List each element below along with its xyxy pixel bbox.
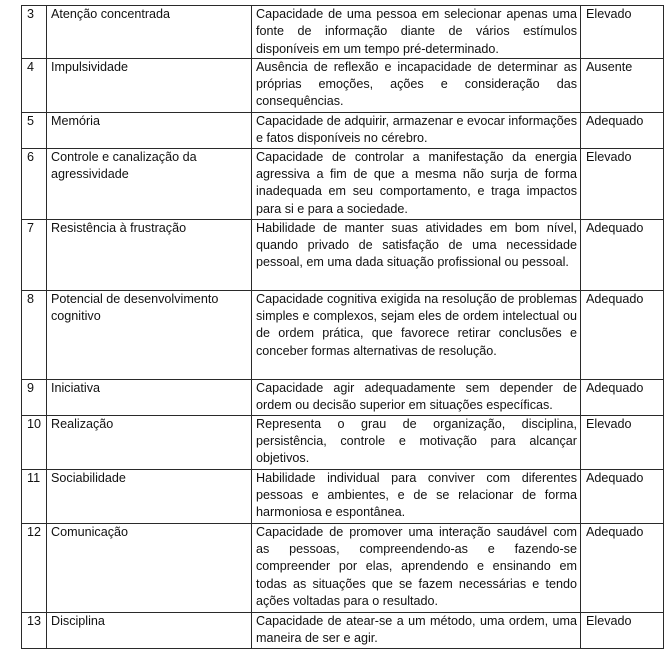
table-row <box>22 148 664 219</box>
competency-name: Disciplina <box>47 612 252 648</box>
competency-level: Ausente <box>581 58 664 112</box>
row-number: 5 <box>22 112 47 148</box>
row-number: 7 <box>22 219 47 290</box>
row-number: 9 <box>22 379 47 415</box>
competency-description: Capacidade de controlar a manifestação da energia agressiva a fim de que a mesma não surja de forma inadequada em seu comportamento, e traga impactos para si e para a sociedade. <box>252 148 581 219</box>
row-number: 12 <box>22 523 47 612</box>
table-row <box>22 58 664 112</box>
competency-level: Elevado <box>581 6 664 59</box>
row-number: 13 <box>22 612 47 648</box>
competency-name: Memória <box>47 112 252 148</box>
competency-level: Adequado <box>581 523 664 612</box>
table-row <box>22 612 664 648</box>
competency-level: Adequado <box>581 290 664 379</box>
competency-name: Realização <box>47 415 252 469</box>
competency-name: Controle e canalização da agressividade <box>47 148 252 219</box>
competency-description: Habilidade de manter suas atividades em bom nível, quando privado de satisfação de uma necessidade pessoal, em uma dada situação profissional ou pessoal. <box>252 219 581 290</box>
competency-table <box>21 5 664 649</box>
table-row <box>22 379 664 415</box>
competency-name: Resistência à frustração <box>47 219 252 290</box>
row-number: 10 <box>22 415 47 469</box>
competency-level: Elevado <box>581 415 664 469</box>
competency-description: Habilidade individual para conviver com diferentes pessoas e ambientes, e de se relacionar de forma harmoniosa e espontânea. <box>252 469 581 523</box>
competency-level: Adequado <box>581 219 664 290</box>
table-row <box>22 469 664 523</box>
competency-name: Comunicação <box>47 523 252 612</box>
row-number: 11 <box>22 469 47 523</box>
competency-level: Adequado <box>581 469 664 523</box>
row-number: 3 <box>22 6 47 59</box>
competency-description: Capacidade de adquirir, armazenar e evocar informações e fatos disponíveis no cérebro. <box>252 112 581 148</box>
row-number: 6 <box>22 148 47 219</box>
competency-description: Ausência de reflexão e incapacidade de determinar as próprias emoções, ações e consideração das consequências. <box>252 58 581 112</box>
table-row <box>22 415 664 469</box>
competency-name: Sociabilidade <box>47 469 252 523</box>
competency-level: Adequado <box>581 379 664 415</box>
competency-description: Capacidade agir adequadamente sem depender de ordem ou decisão superior em situações específicas. <box>252 379 581 415</box>
competency-name: Iniciativa <box>47 379 252 415</box>
row-number: 8 <box>22 290 47 379</box>
competency-name: Impulsividade <box>47 58 252 112</box>
competency-name: Potencial de desenvolvimento cognitivo <box>47 290 252 379</box>
competency-description: Capacidade de uma pessoa em selecionar apenas uma fonte de informação diante de vários estímulos disponíveis em um tempo pré-determinado. <box>252 6 581 59</box>
page-top-edge <box>0 0 666 5</box>
competency-description: Capacidade de atear-se a um método, uma ordem, uma maneira de ser e agir. <box>252 612 581 648</box>
table-row <box>22 290 664 379</box>
row-number: 4 <box>22 58 47 112</box>
competency-level: Elevado <box>581 148 664 219</box>
table-row <box>22 219 664 290</box>
competency-name: Atenção concentrada <box>47 6 252 59</box>
competency-table-body <box>22 6 664 649</box>
competency-table-wrapper <box>21 5 664 649</box>
competency-description: Capacidade cognitiva exigida na resolução de problemas simples e complexos, sejam eles de ordem intelectual ou de ordem prática, que favorece retirar conclusões e conceber formas alternativas de resolução. <box>252 290 581 379</box>
competency-description: Representa o grau de organização, disciplina, persistência, controle e motivação para alcançar objetivos. <box>252 415 581 469</box>
table-row <box>22 112 664 148</box>
table-row <box>22 523 664 612</box>
competency-description: Capacidade de promover uma interação saudável com as pessoas, compreendendo-as e fazendo-se compreender por elas, aprendendo e ensinando em todas as situações que se fazem necessárias e tendo ações voltadas para o resultado. <box>252 523 581 612</box>
competency-level: Elevado <box>581 612 664 648</box>
competency-level: Adequado <box>581 112 664 148</box>
table-row <box>22 6 664 59</box>
